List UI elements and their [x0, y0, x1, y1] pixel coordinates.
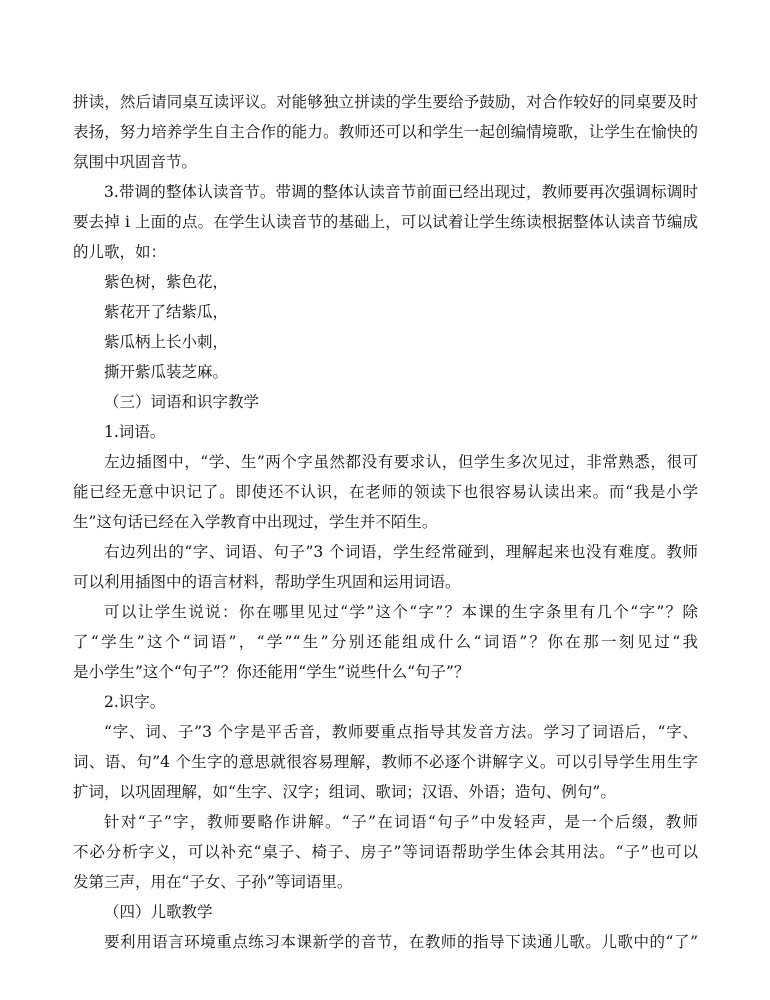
paragraph-line: 生”这句话已经在入学教育中出现过，学生并不陌生。 [73, 513, 438, 531]
paragraph-line: 不必分析字义，可以补充“桌子、椅子、房子”等词语帮助学生体会其用法。“子”也可以 [73, 843, 698, 861]
paragraph-line: 拼读，然后请同桌互读评议。对能够独立拼读的学生要给予鼓励，对合作较好的同桌要及时 [73, 93, 698, 111]
paragraph-line: 词、语、句”4 个生字的意思就很容易理解，教师不必逐个讲解字义。可以引导学生用生字 [73, 753, 698, 771]
paragraph-line: 可以利用插图中的语言材料，帮助学生巩固和运用词语。 [73, 573, 461, 591]
paragraph-line: 要利用语言环境重点练习本课新学的音节，在教师的指导下读通儿歌。儿歌中的“了” [104, 933, 698, 951]
subsection-heading: 2.识字。 [104, 693, 166, 711]
paragraph-line: 右边列出的“字、词语、句子”3 个词语，学生经常碰到，理解起来也没有难度。教师 [104, 543, 698, 561]
paragraph-line: 的儿歌，如： [73, 243, 167, 261]
paragraph-line: 发第三声，用在“子女、子孙”等词语里。 [73, 873, 353, 891]
poem-line: 紫瓜柄上长小刺， [104, 333, 229, 351]
paragraph-line: 氛围中巩固音节。 [73, 153, 198, 171]
section-heading: （三）词语和识字教学 [104, 393, 260, 411]
paragraph-line: 可以让学生说说：你在哪里见过“学”这个“字”？本课的生字条里有几个“字”？除 [104, 603, 698, 621]
paragraph-line: 3.带调的整体认读音节。带调的整体认读音节前面已经出现过，教师要再次强调标调时 [104, 183, 698, 201]
paragraph-line: 要去掉 i 上面的点。在学生认读音节的基础上，可以试着让学生练读根据整体认读音节编成 [73, 213, 698, 231]
paragraph-line: 能已经无意中识记了。即使还不认识，在老师的领读下也很容易认读出来。而“我是小学 [73, 483, 698, 501]
paragraph-line: 扩词，以巩固理解，如“生字、汉字；组词、歌词；汉语、外语；造句、例句”。 [73, 783, 616, 801]
paragraph-line: 针对“子”字，教师要略作讲解。“子”在词语“句子”中发轻声，是一个后缀，教师 [104, 813, 698, 831]
subsection-heading: 1.词语。 [104, 423, 166, 441]
section-heading: （四）儿歌教学 [104, 903, 213, 921]
paragraph-line: 了“学生”这个“词语”，“学”“生”分别还能组成什么“词语”？你在那一刻见过“我 [73, 633, 698, 651]
paragraph-line: 是小学生”这个“句子”？你还能用“学生”说些什么“句子”？ [73, 663, 470, 681]
paragraph-line: 表扬，努力培养学生自主合作的能力。教师还可以和学生一起创编情境歌，让学生在愉快的 [73, 123, 698, 141]
poem-line: 紫花开了结紫瓜， [104, 303, 229, 321]
paragraph-line: 左边插图中，“学、生”两个字虽然都没有要求认，但学生多次见过，非常熟悉，很可 [104, 453, 698, 471]
poem-line: 紫色树，紫色花， [104, 273, 229, 291]
poem-line: 撕开紫瓜装芝麻。 [104, 363, 229, 381]
paragraph-line: “字、词、子”3 个字是平舌音，教师要重点指导其发音方法。学习了词语后，“字、 [104, 723, 698, 741]
